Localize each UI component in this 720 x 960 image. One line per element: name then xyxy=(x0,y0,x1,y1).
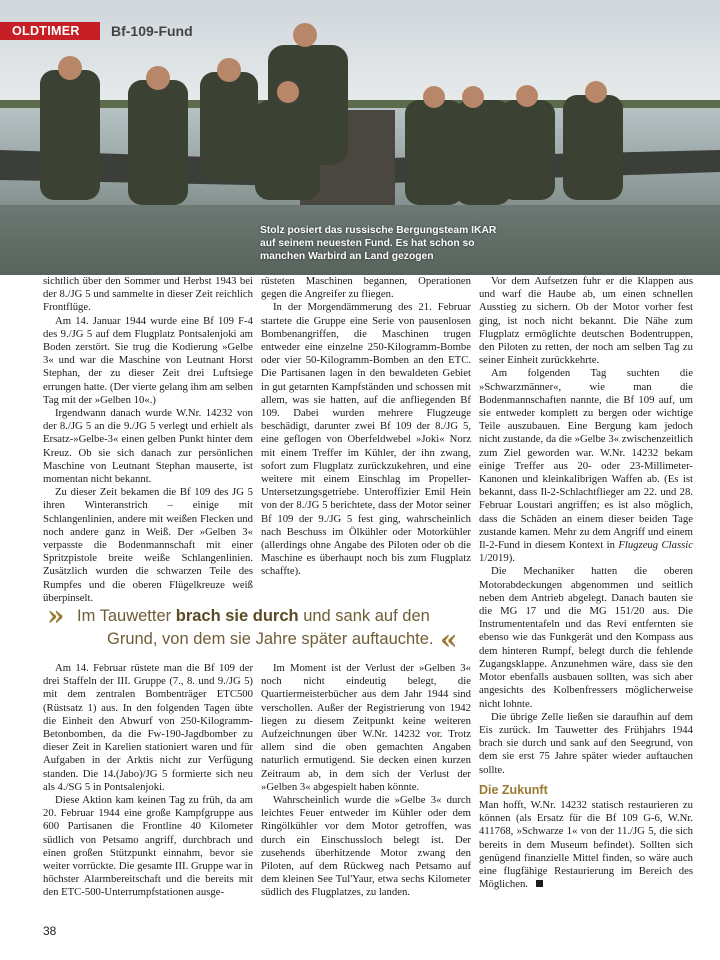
column-3 xyxy=(479,275,693,891)
paragraph-text: Am folgenden Tag suchten die »Schwarzmänner«, wie man die Bodenmannschaften nannte, die Bf 109 auf, um sie entweder komplett zu bergen oder wichtige Teile auszubauen. Eine Bergung kam jedoch nicht zustande, da die »Gelbe 3« zwischenzeitlich zum Ziel geworden war. W.Nr. 14232 bekam einige Treffer aus 20- oder 23-Millimeter-Kanonen und kleinkalibrigen Waffen ab. (Es ist bekannt, dass Il-2-Schlachtflieger am 22. und 28. Februar Loustari angriffen; es ist also möglich, dass die Schäden an einem dieser beiden Tage zustande kamen. Mehr zu dem Angriff und einem Il-2-Fund in diesem Kontext in xyxy=(479,367,693,552)
quote-close-mark: « xyxy=(440,623,458,656)
paragraph-text: 1/2019). xyxy=(479,552,515,565)
pull-quote-line-1 xyxy=(77,604,430,628)
column-2-lower xyxy=(261,662,471,900)
photo-caption: Stolz posiert das russische Bergungsteam IKAR auf seinem neuesten Fund. Es hat schon so manchen Warbird an Land gezogen xyxy=(260,225,497,263)
paragraph: In der Morgendämmerung des 21. Februar startete die Gruppe eine Serie von pausenlosen Bombenangriffen, die Maschinen trugen entweder eine einzelne 250-Kilogramm-Bombe oder vier 50-Kilogramm-Bomben an den ETC. Die Partisanen lagen in den bewaldeten Gebiet in gut getarnten Kampfständen und schossen mit allem, was sie hatten, auf die anfliegenden Bf 109. Dabei wurden mehrere Flugzeuge beschädigt, darunter zwei Bf 109 der 8./JG 5, eine geflogen von Oberfeldwebel »Joki« Norz mit einem Treffer im Kühler, der ihn zwang, sofort zum Flugplatz zurückzukehren, und eine weitere mit einem Einschlag im Propeller-Untersetzungsgetriebe. Unteroffizier Emil Hein von der 8./JG 5 berichtete, dass der Motor seiner Bf 109 der 9./JG 5 fest ging, wahrscheinlich nach Beschuss im Ölkühler oder Motorkühler (allerdings ohne Angabe des Piloten oder ob die Maschine es überhaupt noch bis zum Flugplatz schaffte). xyxy=(261,301,471,578)
paragraph: Die übrige Zelle ließen sie daraufhin auf dem Eis zurück. Im Tauwetter des Frühjahrs 1944 brach sie durch und sank auf den Seegrund, von dem sie erst 75 Jahre später wieder auftauchen sollte. xyxy=(479,710,693,776)
paragraph: Am 14. Februar rüstete man die Bf 109 der drei Staffeln der III. Gruppe (7., 8. und 9./JG 5) mit dem zentralen Bombenträger ETC500 (Rüstsatz 1) aus. In den folgenden Tagen übte die Einheit den Abwurf von 250-Kilogramm-Betonbomben, da die Fw-190-Jagdbomber zu dieser Zeit in Karelien stationiert waren und für Aufgaben in der Arktis nicht zur Verfügung standen. Die 14.(Jabo)/JG 5 formierte sich neu als 4./SG 5 in Pontsalenjoki. xyxy=(43,662,253,793)
paragraph: Zu dieser Zeit bekamen die Bf 109 des JG 5 ihren Winteranstrich – einige mit Schlangenlinien, andere mit weißen Flecken und noch andere ganz in Weiß. Der »Gelben 3« verpasste die Bodenmannschaft mit einer Spritzpistole breite weiße Schlangenlinien. Zusätzlich wurden die schwarzen Teile des Rumpfes und die oberen Flügelkreuze weiß überpinselt. xyxy=(43,486,253,604)
page-header xyxy=(0,22,720,40)
paragraph: Die Mechaniker hatten die oberen Motorabdeckungen abgenommen und seitlich neben dem Antrieb abgelegt. Danach bauten sie die MG 17 und die MG 151/20 aus. Die Instrumententafeln und das Revi entfernten sie ebenso wie das Funkgerät und den Kompass aus dem hinteren Rumpf, belegt durch die fehlende Zugangsklappe. Anzunehmen wäre, dass sie den Motor ebenfalls ausbauen sollten, was sich aber angesichts des Kolbenfressers möglicherweise nicht lohnte. xyxy=(479,565,693,710)
paragraph-text: Man hofft, W.Nr. 14232 statisch restaurieren zu können (als Ersatz für die Bf 109 G-6, W.Nr. 411768, »Schwarze 1« von der 11./JG 5, die sich bereits in dem Museum befindet). Sollten sich genügend finanzielle Mittel finden, so wäre auch eine flugfähige Restaurierung im Bereich des Möglichen. xyxy=(479,798,693,891)
pull-quote-line-2: Grund, von dem sie Jahre später auftauchte. xyxy=(107,630,434,648)
pull-quote xyxy=(43,600,469,654)
paragraph: Im Moment ist der Verlust der »Gelben 3« noch nicht eindeutig belegt, die Quartiermeisterbücher aus dem Jahr 1944 sind verschollen. Außer der Registrierung von 1942 liegen zu diesem Zeitpunkt keine weiteren Aufzeichnungen über W.Nr. 14232 vor. Trotz allem sind die oben gemachten Angaben naturlich ermutigend. Sie decken einen kurzen Zeitraum ab, in dem sich der Verlust der »Gelben 3« abgespielt haben könnte. xyxy=(261,662,471,793)
pull-quote-text: und sank auf den xyxy=(298,607,430,625)
pull-quote-emphasis: brach sie durch xyxy=(175,607,299,625)
quote-open-mark: » xyxy=(47,599,65,632)
magazine-title: Flugzeug Classic xyxy=(618,539,694,552)
paragraph: rüsteten Maschinen begannen, Operationen gegen die Angreifer zu fliegen. xyxy=(261,275,471,301)
paragraph: Wahrscheinlich wurde die »Gelbe 3« durch leichtes Feuer entweder im Kühler oder dem Ringölkühler vor dem Motor getroffen, was durch ein Einschussloch belegt ist. Der zusehends überhitzende Motor zwang den Piloten, auf dem Rückweg nach Petsamo auf dem kleinen See Tul'Yaur, etwa sechs Kilometer südlich des Flugplatzes, zu landen. xyxy=(261,794,471,899)
paragraph: sichtlich über den Sommer und Herbst 1943 bei der 8./JG 5 und sammelte in dieser Zeit reichlich Frontflüge. xyxy=(43,275,253,314)
column-2 xyxy=(261,275,471,579)
paragraph: Diese Aktion kam keinen Tag zu früh, da am 20. Februar 1944 eine große Kampfgruppe aus 600 Partisanen die Frontline 40 Kilometer südlich von Petsamo angriff, durchbrach und einen großen Stützpunkt einnahm, bevor sie weiter vorrückte. Die gesamte III. Gruppe war in höchster Alarmbereitschaft und die bereits mit den ETC-500-Unterrumpfstationen ausge- xyxy=(43,794,253,899)
pull-quote-text: Im Tauwetter xyxy=(77,607,176,625)
paragraph xyxy=(479,799,693,891)
column-1-lower xyxy=(43,662,253,900)
section-kicker: OLDTIMER xyxy=(0,22,100,40)
paragraph: Vor dem Aufsetzen fuhr er die Klappen aus und warf die Haube ab, um einen schnellen Ausstieg zu sichern. Ob der Motor vorher fest ging, ist noch nicht bekannt. Die Nähe zum Flugplatz ermöglichte deutschen Bodentruppen, den Piloten zu retten, der noch am selben Tag zu seiner Einheit zurückkehrte. xyxy=(479,275,693,367)
paragraph: Am 14. Januar 1944 wurde eine Bf 109 F-4 des 9./JG 5 auf dem Flugplatz Pontsalenjoki am Boden zerstört. Sie trug die Kodierung »Gelbe 3« und war die Maschine von Leutnant Horst Stephan, der zu dieser Zeit drei Luftsiege errungen hatte. (Der vierte gelang ihm am selben Tag mit der »Gelben 10«.) xyxy=(43,314,253,406)
section-heading: Die Zukunft xyxy=(479,782,548,797)
end-of-article-mark xyxy=(536,880,543,887)
article-topic: Bf-109-Fund xyxy=(111,23,193,39)
page-number: 38 xyxy=(43,924,57,938)
paragraph: Irgendwann danach wurde W.Nr. 14232 von der 8./JG 5 an die 9./JG 5 verlegt und erhielt als Ersatz-»Gelbe-3« einen gelben Punkt hinter dem Kreuz. Ob sie sich danach zur persönlichen Maschine von Leutnant Stephan mauserte, ist momentan nicht bekannt. xyxy=(43,407,253,486)
column-1 xyxy=(43,275,253,605)
paragraph xyxy=(479,367,693,565)
